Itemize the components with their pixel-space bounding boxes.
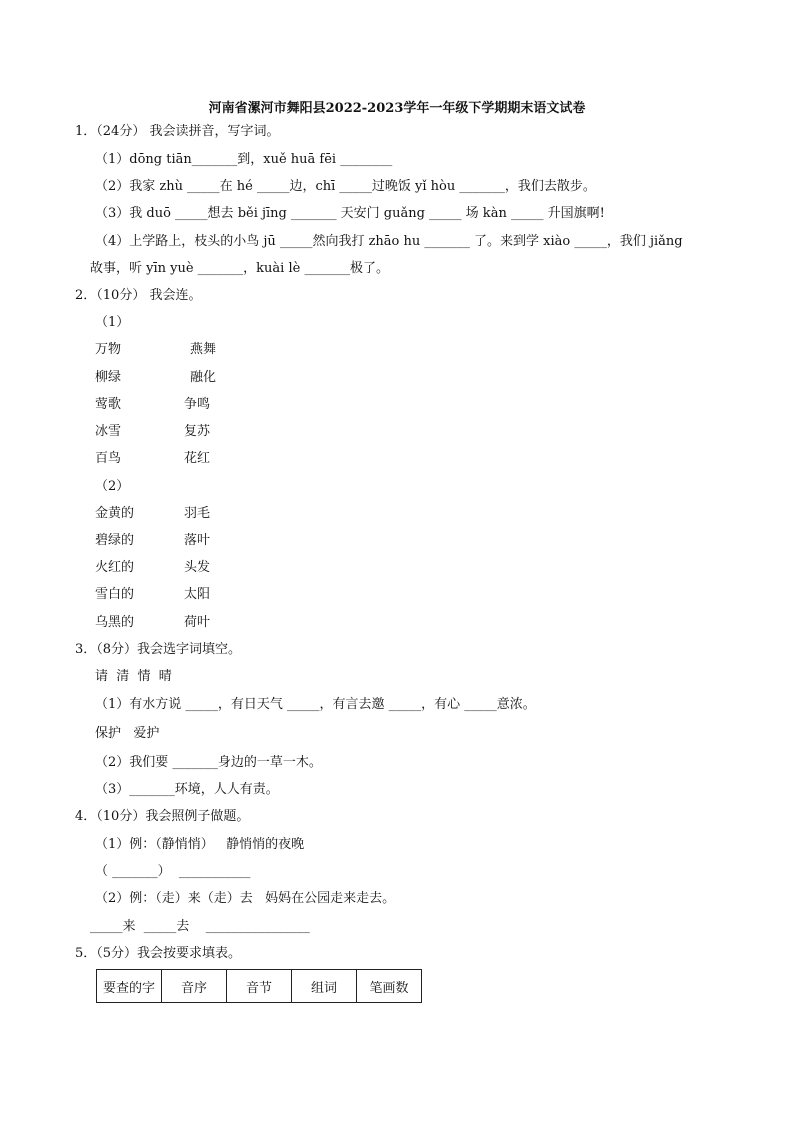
- q2-right-item: 羽毛: [184, 506, 211, 521]
- q2-right-item: 太阳: [184, 587, 211, 602]
- q4-line-1: （1）例：（静悄悄） 静悄悄的夜晚: [95, 837, 305, 852]
- q2-left-item: 金黄的: [95, 506, 135, 521]
- q5-table: [96, 969, 422, 1003]
- q2-left-item: 莺歌: [95, 397, 122, 412]
- table-header-cell: 音节: [227, 970, 292, 1003]
- q3-options-2: 保护 爱护: [95, 726, 160, 741]
- q2-right-item: 复苏: [184, 424, 211, 439]
- q1-line-3: （3）我 duō _____想去 běi jīng _______ 天安门 guǎng _____ 场 kàn _____ 升国旗啊!: [95, 206, 605, 221]
- q2-heading: 2．（10分） 我会连。: [75, 288, 202, 303]
- q2-right-item: 落叶: [184, 533, 211, 548]
- q2-left-item: 火红的: [95, 560, 135, 575]
- q1-line-2: （2）我家 zhù _____在 hé _____边，chī _____过晚饭 yǐ hòu _______，我们去散步。: [95, 179, 596, 194]
- table-header-cell: 要查的字: [97, 970, 162, 1003]
- q3-line-1: （1）有水方说 _____，有日天气 _____，有言去邀 _____，有心 _____意浓。: [95, 697, 536, 712]
- q1-line-1: （1）dōng tiān_______到，xuě huā fēi ________: [95, 152, 393, 167]
- table-row: [97, 970, 422, 1003]
- q4-line-2: （ _______） ___________: [95, 864, 251, 879]
- q2-left-item: 万物: [95, 342, 122, 357]
- q2-left-item: 雪白的: [95, 587, 135, 602]
- q3-heading: 3．（8分）我会选字词填空。: [75, 642, 242, 657]
- q2-sub-1: （1）: [95, 315, 130, 330]
- table-header-cell: 笔画数: [357, 970, 422, 1003]
- q2-left-item: 冰雪: [95, 424, 122, 439]
- q2-sub-2: （2）: [95, 479, 130, 494]
- q2-right-item: 花红: [184, 451, 211, 466]
- q2-right-item: 争鸣: [184, 397, 211, 412]
- q2-left-item: 乌黑的: [95, 615, 135, 630]
- q2-left-item: 柳绿: [95, 370, 122, 385]
- q1-heading: 1．（24分） 我会读拼音，写字词。: [75, 124, 280, 139]
- q4-line-4: _____来 _____去 ________________: [90, 919, 310, 934]
- q4-line-3: （2）例：（走）来（走）去 妈妈在公园走来走去。: [95, 891, 396, 906]
- q2-left-item: 百鸟: [95, 451, 122, 466]
- q5-heading: 5．（5分）我会按要求填表。: [75, 946, 242, 961]
- q3-line-3: （3）_______环境，人人有责。: [95, 782, 279, 797]
- q2-right-item: 头发: [184, 560, 211, 575]
- q1-line-4: （4）上学路上，枝头的小鸟 jū _____然向我打 zhāo hu _______ 了。来到学 xiào _____，我们 jiǎng: [95, 234, 683, 249]
- q2-right-item: 燕舞: [190, 342, 217, 357]
- q3-options-1: 请 清 情 晴: [95, 669, 172, 684]
- q2-right-item: 荷叶: [184, 615, 211, 630]
- q4-heading: 4．（10分）我会照例子做题。: [75, 809, 250, 824]
- q2-right-item: 融化: [190, 370, 217, 385]
- q3-line-2: （2）我们要 _______身边的一草一木。: [95, 755, 322, 770]
- q1-line-5: 故事，听 yīn yuè _______，kuài lè _______极了。: [90, 261, 389, 276]
- q2-left-item: 碧绿的: [95, 533, 135, 548]
- table-header-cell: 组词: [292, 970, 357, 1003]
- exam-title: 河南省漯河市舞阳县2022-2023学年一年级下学期期末语文试卷: [208, 101, 586, 116]
- table-header-cell: 音序: [162, 970, 227, 1003]
